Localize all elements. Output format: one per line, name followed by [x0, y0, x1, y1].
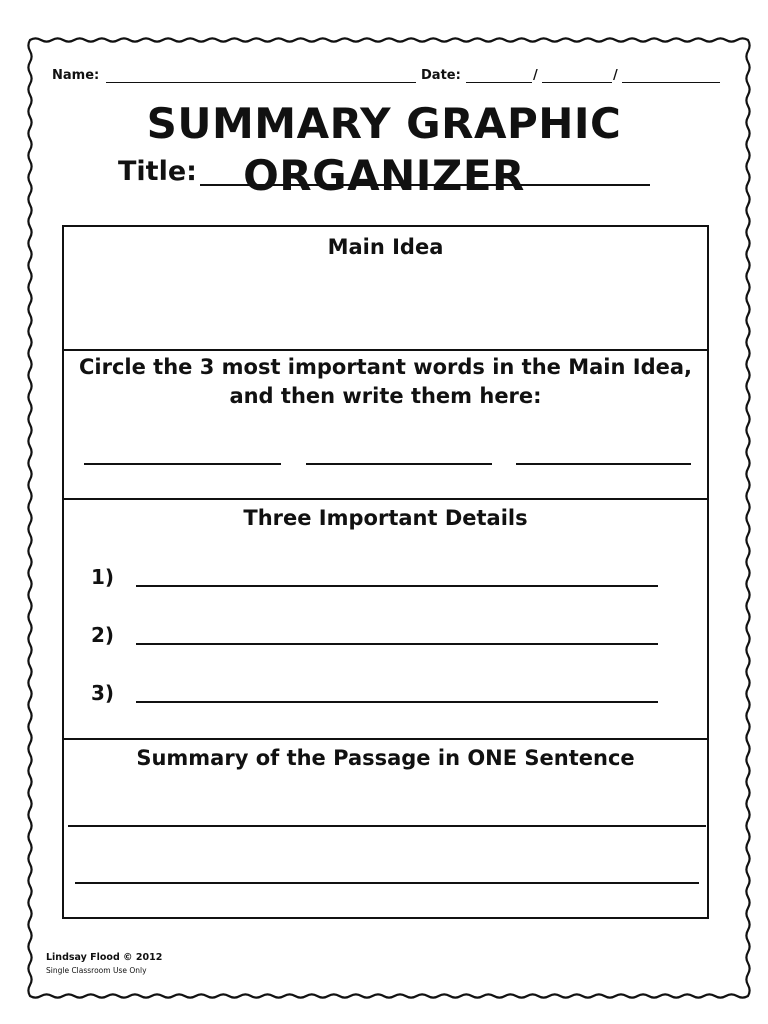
date-day-field[interactable]: [542, 82, 612, 83]
summary-heading: Summary of the Passage in ONE Sentence: [136, 746, 635, 770]
name-field[interactable]: [106, 82, 416, 83]
title-field[interactable]: [200, 184, 650, 186]
detail-blank-2[interactable]: [136, 643, 658, 645]
main-idea-heading: Main Idea: [327, 235, 444, 259]
detail-blank-3[interactable]: [136, 701, 658, 703]
important-words-heading: Circle the 3 most important words in the Main Idea, and then write them here:: [79, 355, 692, 408]
copyright-credit: Lindsay Flood © 2012: [46, 952, 163, 963]
word-blank-2[interactable]: [306, 463, 492, 465]
title-field-label: Title:: [118, 156, 197, 187]
word-blank-3[interactable]: [516, 463, 691, 465]
usage-note: Single Classroom Use Only: [46, 966, 147, 975]
date-year-field[interactable]: [622, 82, 720, 83]
detail-number: 3): [91, 681, 115, 705]
details-heading: Three Important Details: [243, 506, 528, 530]
date-separator: /: [533, 68, 538, 83]
summary-section: [62, 738, 709, 919]
main-idea-section: [62, 225, 709, 349]
date-separator: /: [613, 68, 618, 83]
important-words-section: [62, 349, 709, 498]
summary-blank-1[interactable]: [68, 825, 706, 827]
summary-blank-2[interactable]: [75, 882, 699, 884]
date-month-field[interactable]: [466, 82, 532, 83]
name-label: Name:: [52, 68, 100, 83]
word-blank-1[interactable]: [84, 463, 281, 465]
date-label: Date:: [421, 68, 461, 83]
detail-blank-1[interactable]: [136, 585, 658, 587]
page-title: SUMMARY GRAPHIC ORGANIZER: [146, 99, 622, 200]
detail-number: 1): [91, 565, 115, 589]
detail-number: 2): [91, 623, 115, 647]
